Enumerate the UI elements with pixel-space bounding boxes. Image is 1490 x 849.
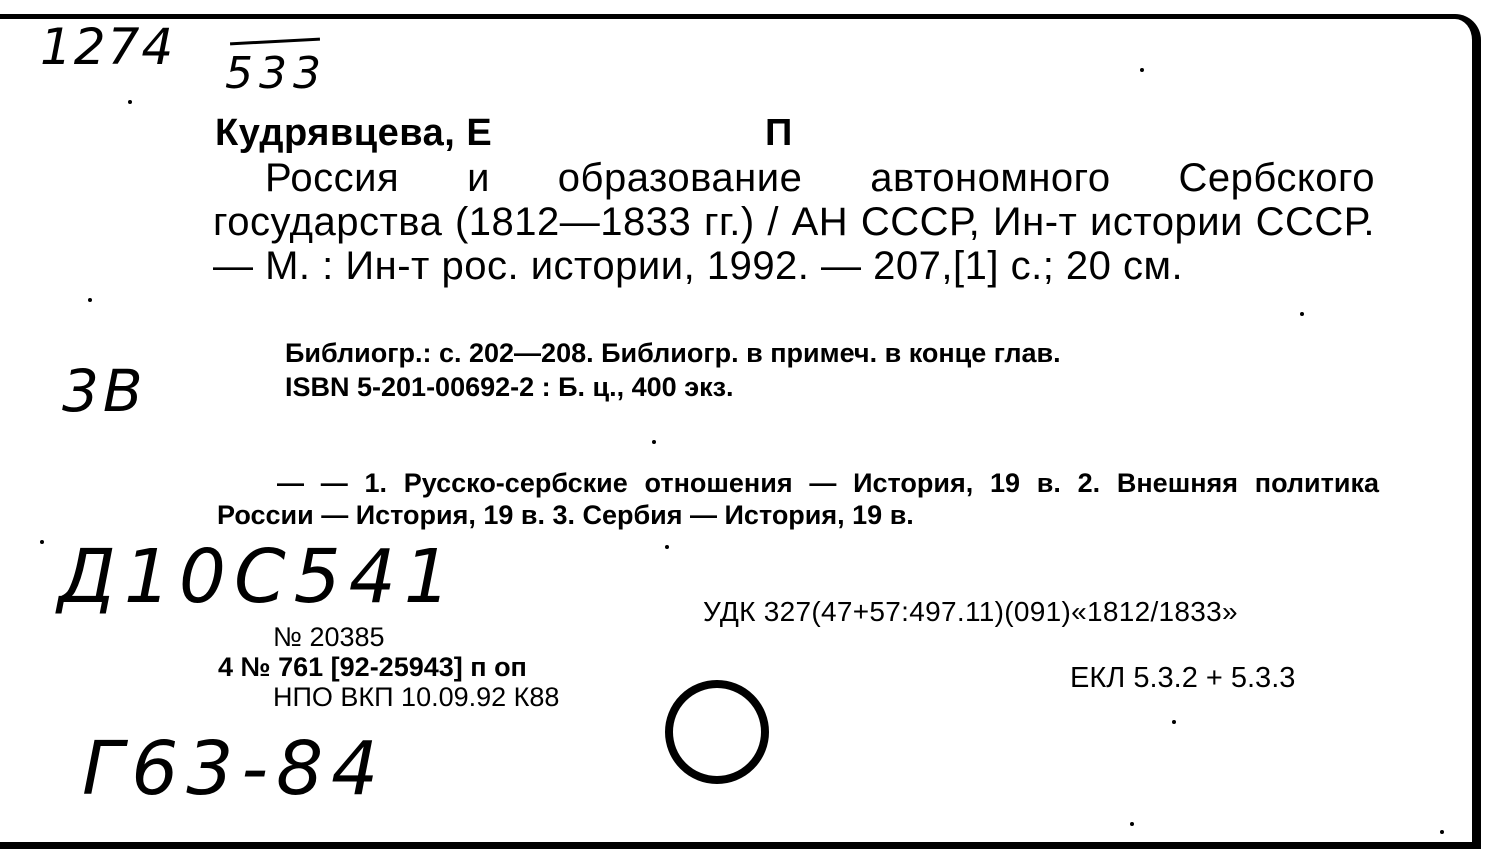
circle-stamp-icon: [665, 680, 769, 784]
speck: [88, 298, 92, 302]
speck: [665, 545, 669, 549]
imprint-order: 4 № 761 [92-25943] п оп: [218, 652, 527, 682]
note-bibliography: Библиогр.: с. 202—208. Библиогр. в примеч. в конце глав.: [285, 338, 1061, 368]
speck: [128, 100, 132, 104]
speck: [652, 440, 656, 444]
imprint-block: [218, 622, 559, 712]
note-isbn: ISBN 5-201-00692-2 : Б. ц., 400 экз.: [285, 372, 734, 402]
handwritten-mark-left: 3B: [62, 357, 147, 425]
author-heading: Кудрявцева, Е: [215, 112, 493, 154]
author-initial: П: [765, 112, 793, 154]
speck: [40, 540, 44, 544]
speck: [1172, 720, 1176, 724]
subject-headings: — — 1. Русско-сербские отношения — История, 19 в. 2. Внешняя политика России — История, 19 в. 3. Сербия — История, 19 в.: [217, 468, 1379, 530]
speck: [1440, 830, 1444, 834]
speck: [1300, 312, 1304, 316]
udk-classification: УДК 327(47+57:497.11)(091)«1812/1833»: [703, 596, 1238, 627]
imprint-number: № 20385: [273, 622, 385, 652]
handwritten-inventory-number: Д10С541: [58, 534, 459, 620]
speck: [1140, 68, 1144, 72]
handwritten-shelf-number: 1274: [40, 18, 176, 76]
ekl-classification: ЕКЛ 5.3.2 + 5.3.3: [1070, 662, 1296, 694]
handwritten-code-bottom: Г63-84: [82, 726, 387, 812]
handwritten-shelf-sub: 533: [225, 48, 327, 99]
imprint-publisher: НПО ВКП 10.09.92 К88: [273, 682, 560, 712]
notes-block: [285, 336, 1061, 404]
speck: [1130, 822, 1134, 826]
bibliographic-description: Россия и образование автономного Сербского государства (1812—1833 гг.) / АН СССР, Ин-т истории СССР. — М. : Ин-т рос. истории, 1992. — 207,[1] с.; 20 см.: [213, 156, 1375, 288]
